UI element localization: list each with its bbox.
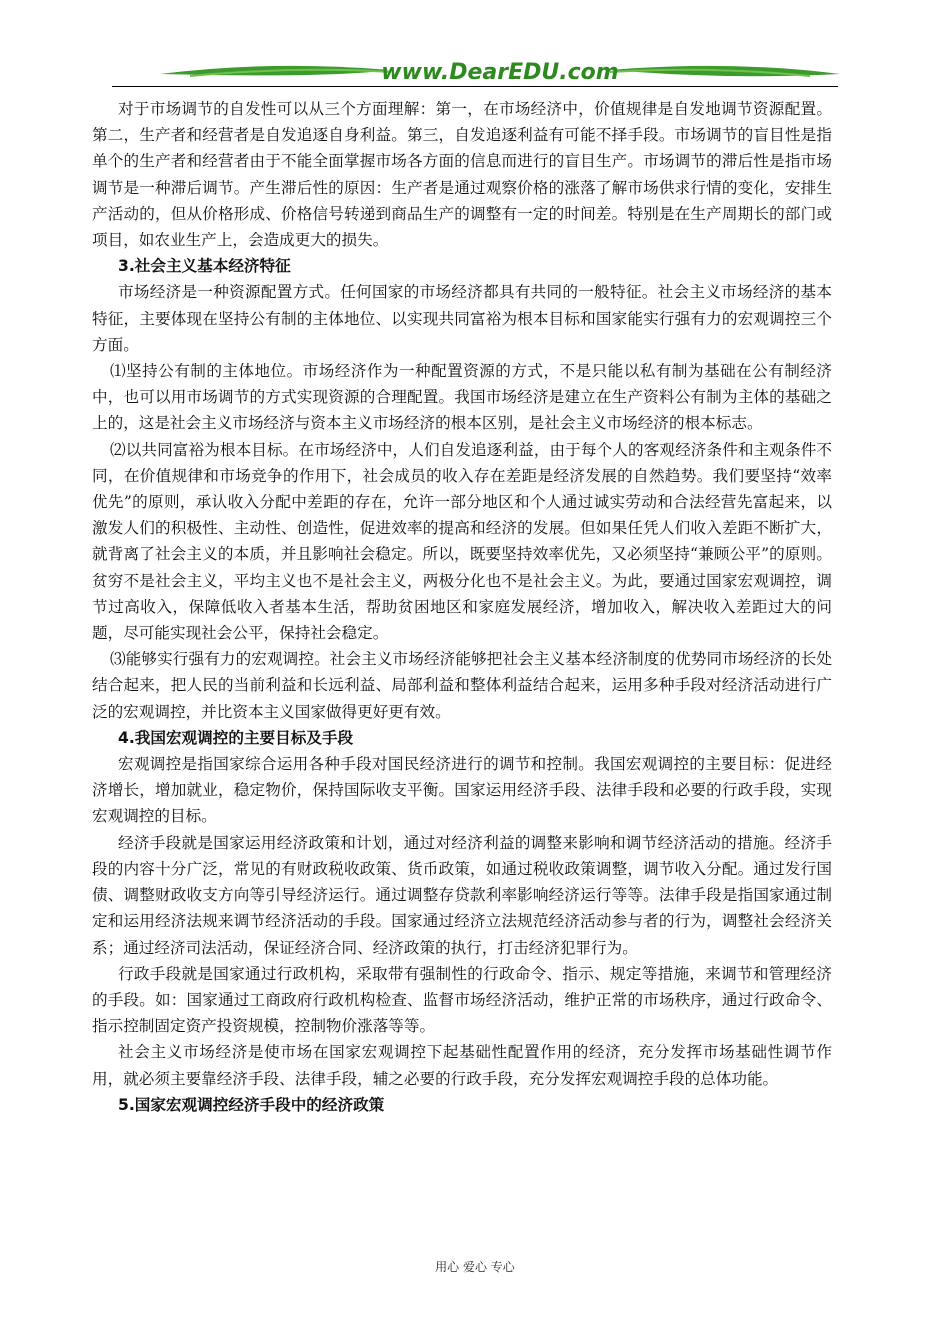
paragraph-macro-control: ⑶能够实行强有力的宏观调控。社会主义市场经济能够把社会主义基本经济制度的优势同市场经济的长处结合起来，把人民的当前利益和长远利益、局部利益和整体利益结合起来，运用多种手段对经济活动进行广泛的宏观调控，并比资本主义国家做得更好更有效。 [92,650,832,721]
header-divider [112,86,838,87]
paragraph-macro-control-definition: 宏观调控是指国家综合运用各种手段对国民经济进行的调节和控制。我国宏观调控的主要目标：促进经济增长，增加就业，稳定物价，保持国际收支平衡。国家运用经济手段、法律手段和必要的行政手段，实现宏观调控的目标。 [92,755,832,826]
section-heading-5: 5.国家宏观调控经济手段中的经济政策 [118,1095,385,1114]
section-heading-3: 3.社会主义基本经济特征 [118,257,291,276]
paragraph-common-prosperity: ⑵以共同富裕为根本目标。在市场经济中，人们自发追逐利益，由于每个人的客观经济条件和主观条件不同，在价值规律和市场竞争的作用下，社会成员的收入存在差距是经济发展的自然趋势。我们要坚持“效率优先”的原则，承认收入分配中差距的存在，允许一部分地区和个人通过诚实劳动和合法经营先富起来，以激发人们的积极性、主动性、创造性，促进效率的提高和经济的发展。但如果任凭人们收入差距不断扩大，就背离了社会主义的本质，并且影响社会稳定。所以，既要坚持效率优先，又必须坚持“兼顾公平”的原则。贫穷不是社会主义，平均主义也不是社会主义，两极分化也不是社会主义。为此，要通过国家宏观调控，调节过高收入，保障低收入者基本生活，帮助贫困地区和家庭发展经济，增加收入，解决收入差距过大的问题，尽可能实现社会公平，保持社会稳定。 [92,440,832,643]
page-footer: 用心 爱心 专心 [435,1260,515,1274]
paragraph-administrative-means: 行政手段就是国家通过行政机构，采取带有强制性的行政命令、指示、规定等措施，来调节和管理经济的手段。如：国家通过工商政府行政机构检查、监督市场经济活动，维护正常的市场秩序，通过行政命令、指示控制固定资产投资规模，控制物价涨落等等。 [92,964,832,1036]
document-body [92,96,832,1118]
paragraph-market-spontaneity: 对于市场调节的自发性可以从三个方面理解：第一，在市场经济中，价值规律是自发地调节资源配置。第二，生产者和经营者是自发追逐自身利益。第三，自发追逐利益有可能不择手段。市场调节的盲目性是指单个的生产者和经营者由于不能全面掌握市场各方面的信息而进行的盲目生产。市场调节的滞后性是指市场调节是一种滞后调节。产生滞后性的原因：生产者是通过观察价格的涨落了解市场供求行情的变化，安排生产活动的，但从价格形成、价格信号转递到商品生产的调整有一定的时间差。特别是在生产周期长的部门或项目，如农业生产上，会造成更大的损失。 [92,100,832,250]
section-heading-4: 4.我国宏观调控的主要目标及手段 [118,728,354,747]
paragraph-public-ownership: ⑴坚持公有制的主体地位。市场经济作为一种配置资源的方式，不是只能以私有制为基础在公有制经济中，也可以用市场调节的方式实现资源的合理配置。我国市场经济是建立在生产资料公有制为主体的基础之上的，这是社会主义市场经济与资本主义市场经济的根本区别，是社会主义市场经济的根本标志。 [92,362,832,433]
paragraph-socialist-market-economy: 社会主义市场经济是使市场在国家宏观调控下起基础性配置作用的经济，充分发挥市场基础性调节作用，就必须主要靠经济手段、法律手段，辅之必要的行政手段，充分发挥宏观调控手段的总体功能。 [92,1043,832,1088]
logo-text: www.DearEDU.com [381,60,619,85]
paragraph-economic-means: 经济手段就是国家运用经济政策和计划，通过对经济利益的调整来影响和调节经济活动的措施。经济手段的内容十分广泛，常见的有财政税收政策、货币政策，如通过税收政策调整，调节收入分配。通过发行国债、调整财政收支方向等引导经济运行。通过调整存贷款利率影响经济运行等等。法律手段是指国家通过制定和运用经济法规来调节经济活动的手段。国家通过经济立法规范经济活动参与者的行为，调整社会经济关系；通过经济司法活动，保证经济合同、经济政策的执行，打击经济犯罪行为。 [92,833,832,957]
paragraph-market-economy-features: 市场经济是一种资源配置方式。任何国家的市场经济都具有共同的一般特征。社会主义市场经济的基本特征，主要体现在坚持公有制的主体地位、以实现共同富裕为根本目标和国家能实行强有力的宏观调控三个方面。 [92,283,832,354]
